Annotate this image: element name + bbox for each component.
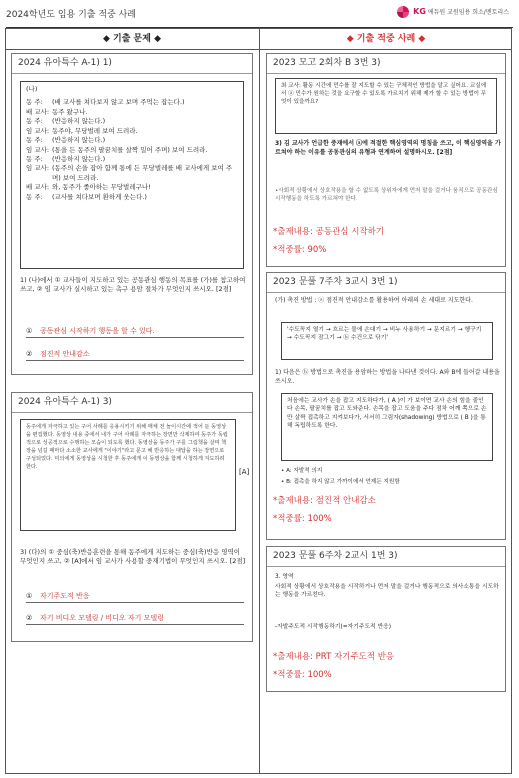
dialogue-line — [26, 155, 238, 164]
speech-text: 와, 동주가 좋아하는 무당벌레구나! — [52, 183, 151, 192]
logo-name: 에듀원 교원임용 희소/멘토리스 — [427, 9, 509, 17]
left-exam-box-2 — [11, 392, 253, 642]
speaker-label: 배 교사: — [26, 183, 50, 192]
box-title: 2024 유아특수 A-1) 1) — [12, 54, 252, 74]
extra-text: -자발주도적 시작행동하기(=자기주도적 반응) — [275, 624, 391, 630]
scroll-text-box — [20, 419, 236, 531]
question-text: 1) (나)에서 ① 교사들이 지도하고 있는 공동관심 행동의 목표를 (가)를 참고하여 쓰고, ② 임 교사가 실시하고 있는 촉구 용암 절차가 무엇인지 쓰시오. [2점] — [20, 276, 246, 294]
note-text: •사회적 상황에서 상호작용을 할 수 없도록 상위자에게 먼저 말을 걸거나 움직으로 공동관심 시작행동을 하도록 가르쳐야 한다. — [275, 188, 498, 203]
question-text: 3) (다)의 ① 중심(축)반응훈련을 통해 동주에게 지도하는 중심(축)반응 영역이 무엇인지 쓰고, ② [A]에서 임 교사가 사용할 중재기법이 무엇인지 쓰시오. [2점] — [20, 548, 246, 566]
answer-row — [26, 591, 244, 603]
quote-text: 최 교사: 활동 시간에 민수를 잘 지도할 수 있는 구체적인 방법을 알고 싶어요. 교실에서 ⓐ 민수가 원하는 것을 요구할 수 있도록 가르치기 위해 제가 할 수 있는 방법이 무엇이 있을까요? — [281, 83, 487, 106]
box-title: 2023 모고 2회차 B 3번 3) — [267, 54, 505, 74]
dialogue-line — [26, 164, 238, 183]
box-title: 2023 문풀 7주차 3교시 3번 1) — [267, 273, 505, 293]
speech-text: (반응하지 않는다.) — [52, 154, 106, 163]
dialogue-line — [26, 98, 238, 107]
question-text: 3) 김 교사가 언급한 중재에서 ⓐ에 적절한 핵심영역의 명칭을 쓰고, 이 핵심영역을 가르쳐야 하는 이유를 공동관심의 유형과 연계하여 설명하시오. [2점] — [275, 140, 501, 156]
scroll-text: 동주에게 자극하고 있는 구어 사례를 응용시키기 위해 매체 전 놀이시간에 적어 둔 동영상을 편집했다. 동영상 내용 중에서 내가 구어 사례를 자극하는 장면만 삭제하여 동주가 독립적으로 성공적으로 수행하는 모습이 되도록 했다. 동영상을 동주가 구를 그림책을 살며 책장을 넘길 때마다 소소한 교사에게 "이야기"라고 문고 해 반응하는 대답을 하는 장면으로 구성되었다. 미의에게 동영상을 시청한 후 동주에게 이 동영상을 함께 시청하게 지도하려 한다. — [26, 424, 228, 471]
speech-text: 동주야, 무당벌레 보여 드려라. — [52, 126, 138, 135]
dialogue-line — [26, 127, 238, 136]
rate-label: *적중률: 90% — [273, 245, 327, 255]
right-hit-box-3 — [266, 546, 506, 692]
answer-number: ② — [26, 350, 33, 358]
content-label: *출제내용: 공동관심 시작하기 — [273, 227, 385, 237]
answer-text: 공동관심 시작하기 행동을 할 수 있다. — [40, 327, 155, 335]
dialogue-line — [26, 183, 238, 192]
speaker-label: 동 주: — [26, 136, 43, 145]
right-column-heading: ◆ 기출 적중 사례 ◆ — [346, 34, 426, 44]
speaker-label: 동 주: — [26, 192, 43, 201]
dialogue-line — [26, 146, 238, 155]
logo-icon — [396, 5, 410, 19]
dialogue-line — [26, 136, 238, 145]
answer-row — [26, 349, 244, 361]
heading-rule — [5, 49, 512, 50]
logo-brand: KG — [413, 7, 426, 17]
speech-text: (통을 든 동주의 팔꿈치를 살짝 밀어 주며) 보여 드려라. — [52, 145, 208, 154]
question-text: 1) 다음은 ⓑ 방법으로 촉진을 용암하는 방법을 나타낸 것이다. A와 B에 들어갈 내용을 쓰시오. — [275, 369, 500, 385]
speech-text: (교사를 쳐다보며 환하게 웃는다.) — [52, 192, 147, 201]
prompt-text: (가) 촉진 방법 : ⓐ 점진적 안내감소를 활용하여 아래의 손 세대로 지도한다. — [275, 297, 473, 304]
page-title: 2024학년도 임용 기출 적중 사례 — [6, 10, 136, 20]
left-exam-box-1 — [11, 53, 253, 375]
speech-text: 동주 왔구나. — [52, 107, 88, 116]
steps-box — [281, 322, 493, 360]
speaker-label: 동 주: — [26, 98, 43, 107]
area-text: 사회적 상황에서 상호작용을 시작하거나 먼저 말을 걸거나 행동적으로 의사소통을 시도하는 행동을 가르친다. — [275, 584, 499, 599]
speaker-label: 동 주: — [26, 117, 43, 126]
speech-text: (배 교사를 쳐다보지 않고 보며 주먹는 잡는다.) — [52, 98, 185, 107]
fill-blank-text: 처음에는 교사가 손을 잡고 지도하다가, ( A )이 가 보이면 교사 손의 힘을 줄인다 손목, 팔꿈치를 잡고 도와준다. 손목을 잡고 도움을 주다 점차 어깨 쪽으로 손만 살짝 접촉하고 지켜보다가, 서서히 그림자(shadowing) 방법으로 ( B )을 통해 독립하도록 한다. — [287, 398, 487, 430]
speech-text: (반응하지 않는다.) — [52, 136, 106, 145]
speaker-label: 동 주: — [26, 154, 43, 163]
speaker-label: 임 교사: — [26, 145, 50, 154]
answer-number: ② — [26, 614, 33, 622]
dialogue-line — [26, 117, 238, 126]
speech-text: (동주의 손을 잡아 함께 통에 든 무당벌레를 배 교사에게 보여 주며) 보여 드려라. — [52, 164, 233, 182]
dialogue-list — [26, 98, 238, 202]
speaker-label: 임 교사: — [26, 126, 50, 135]
content-label: *출제내용: PRT 자기주도적 반응 — [273, 652, 395, 662]
speaker-label: 배 교사: — [26, 107, 50, 116]
dialogue-line — [26, 193, 238, 202]
rate-label: *적중률: 100% — [273, 514, 332, 524]
fill-blank-box — [281, 393, 493, 461]
box-title: 2023 문풀 6주차 2교시 1번 3) — [267, 547, 505, 567]
left-column-heading: ◆ 기출 문제 ◆ — [102, 34, 162, 44]
speech-text: (반응하지 않는다.) — [52, 117, 106, 126]
answer-number: ① — [26, 592, 33, 600]
brand-logo — [396, 5, 509, 19]
answer-text: 점진적 안내감소 — [40, 350, 90, 358]
quote-box — [275, 78, 497, 134]
right-hit-box-1 — [266, 53, 506, 267]
right-hit-box-2 — [266, 272, 506, 540]
column-divider — [259, 28, 260, 774]
speaker-label: 임 교사: — [26, 164, 50, 173]
rate-label: *적중률: 100% — [273, 670, 332, 680]
area-title: 3. 영역 — [275, 574, 294, 580]
answer-row — [26, 326, 244, 338]
dialogue-tag: (나) — [26, 85, 38, 93]
box-title: 2024 유아특수 A-1) 3) — [12, 393, 252, 413]
steps-text: '수도꼭지 열기 → 흐르는 물에 손대기 → 비누 사용하기 → 문지르기 → 헹구기 → 수도꼭지 잠그기 → ⓑ 수건으로 닦기' — [287, 327, 482, 342]
dialogue-line — [26, 108, 238, 117]
content-label: *출제내용: 점진적 안내감소 — [273, 496, 376, 506]
answer-text: 자기 비디오 모델링 / 비디오 자기 모델링 — [40, 614, 164, 622]
answer-text: 자기주도적 반응 — [40, 592, 90, 600]
answer-number: ① — [26, 327, 33, 335]
answer-row — [26, 613, 244, 625]
dialogue-box — [20, 81, 244, 269]
key-a: • A: 자발적 의지 — [281, 468, 323, 474]
key-b: • B: 접촉을 하지 않고 가까이에서 언제든 지원함 — [281, 479, 400, 485]
bracket-label: [A] — [239, 468, 250, 476]
